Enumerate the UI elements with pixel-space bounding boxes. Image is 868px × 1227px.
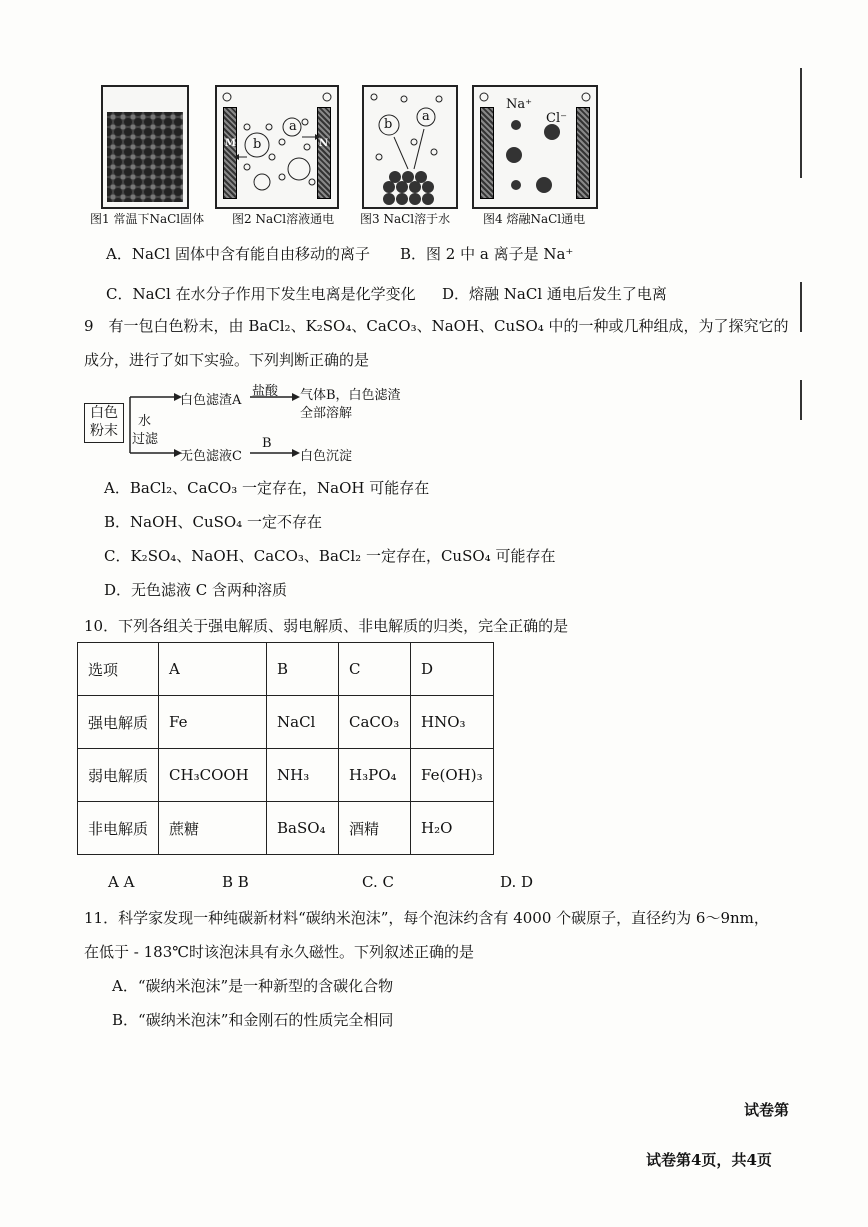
molten-ions-illustration — [474, 87, 596, 207]
ion-label-a: a — [422, 109, 430, 124]
figure-4-molten-electrolysis — [472, 85, 598, 209]
q10-choice-c: C. C — [362, 873, 394, 891]
table-cell: Fe — [159, 696, 267, 749]
figure-2-electrolysis-solution — [215, 85, 339, 209]
cl-ion-label: Cl⁻ — [546, 111, 567, 126]
figure-1-caption: 图1 常温下NaCl固体 — [90, 212, 205, 226]
electrode-m: M — [223, 107, 237, 199]
q10-choice-b: B B — [222, 873, 249, 891]
ion-label-b: b — [253, 137, 262, 152]
q9-option-c: C．K₂SO₄、NaOH、CaCO₃、BaCl₂ 一定存在，CuSO₄ 可能存在 — [104, 547, 556, 565]
flow-start-box: 白色 粉末 — [84, 403, 124, 443]
na-ion-label: Na⁺ — [506, 97, 532, 112]
q8-option-b: B．图 2 中 a 离子是 Na⁺ — [400, 245, 574, 263]
table-row — [78, 749, 494, 802]
dissolving-illustration — [364, 87, 456, 207]
table-header-cell: D — [411, 643, 494, 696]
figure-3-dissolving — [362, 85, 458, 209]
q11-stem-line2: 在低于 - 183℃时该泡沫具有永久磁性。下列叙述正确的是 — [84, 943, 475, 961]
table-cell: BaSO₄ — [267, 802, 339, 855]
footer-note: 试卷第 — [744, 1101, 790, 1119]
q9-option-d: D．无色滤液 C 含两种溶质 — [104, 581, 288, 599]
ion-label-a: a — [289, 119, 297, 134]
figure-3-caption: 图3 NaCl溶于水 — [360, 212, 451, 226]
margin-bar — [800, 282, 802, 332]
q11-stem-line1: 11．科学家发现一种纯碳新材料“碳纳米泡沫”，每个泡沫约含有 4000 个碳原子，直径约为 6～9nm， — [84, 909, 769, 927]
nacl-lattice-illustration — [103, 87, 187, 207]
table-cell: NH₃ — [267, 749, 339, 802]
table-cell: 蔗糖 — [159, 802, 267, 855]
table-cell: CH₃COOH — [159, 749, 267, 802]
ion-label-b: b — [384, 117, 393, 132]
table-cell: H₃PO₄ — [339, 749, 411, 802]
table-cell: 强电解质 — [78, 696, 159, 749]
q9-stem-line1: 9 有一包白色粉末，由 BaCl₂、K₂SO₄、CaCO₃、NaOH、CuSO₄ 中的一种或几种组成，为了探究它的 — [84, 317, 789, 335]
table-cell: 非电解质 — [78, 802, 159, 855]
q8-option-c: C．NaCl 在水分子作用下发生电离是化学变化 — [106, 285, 416, 303]
electrolyte-table — [77, 642, 494, 855]
table-header-row — [78, 643, 494, 696]
q9-option-b: B．NaOH、CuSO₄ 一定不存在 — [104, 513, 322, 531]
flow-acid-label: 盐酸 — [252, 384, 279, 399]
flow-filtrate-c: 无色滤液C — [180, 449, 242, 464]
table-cell: CaCO₃ — [339, 696, 411, 749]
table-row — [78, 696, 494, 749]
margin-bar — [800, 68, 802, 178]
electrode-n: N — [317, 107, 331, 199]
q8-option-a: A．NaCl 固体中含有能自由移动的离子 — [106, 245, 370, 263]
q8-option-d: D．熔融 NaCl 通电后发生了电离 — [442, 285, 667, 303]
table-row — [78, 802, 494, 855]
q11-option-b: B．“碳纳米泡沫”和金刚石的性质完全相同 — [112, 1011, 394, 1029]
table-header-cell: C — [339, 643, 411, 696]
figure-4-caption: 图4 熔融NaCl通电 — [483, 212, 586, 226]
table-header-cell: B — [267, 643, 339, 696]
table-cell: H₂O — [411, 802, 494, 855]
flow-residue-a: 白色滤渣A — [180, 393, 242, 408]
table-header-cell: 选项 — [78, 643, 159, 696]
q10-stem: 10．下列各组关于强电解质、弱电解质、非电解质的归类，完全正确的是 — [84, 617, 569, 635]
q10-choice-a: A A — [108, 873, 135, 891]
table-header-cell: A — [159, 643, 267, 696]
figure-2-caption: 图2 NaCl溶液通电 — [232, 212, 335, 226]
flow-water-label: 水 — [138, 414, 152, 429]
q9-stem-line2: 成分，进行了如下实验。下列判断正确的是 — [84, 351, 370, 369]
hydrated-ions-illustration — [217, 87, 337, 207]
table-cell: Fe(OH)₃ — [411, 749, 494, 802]
flow-result-a1: 气体B，白色滤渣 — [300, 388, 401, 403]
figure-1-solid-nacl — [101, 85, 189, 209]
flow-result-c: 白色沉淀 — [300, 449, 353, 464]
page-number: 试卷第4页，共4页 — [646, 1151, 772, 1169]
flow-result-a2: 全部溶解 — [300, 406, 353, 421]
table-cell: 弱电解质 — [78, 749, 159, 802]
q9-option-a: A．BaCl₂、CaCO₃ 一定存在，NaOH 可能存在 — [104, 479, 430, 497]
flow-filter-label: 过滤 — [132, 432, 159, 447]
flow-reagent-b: B — [262, 436, 272, 451]
q11-option-a: A．“碳纳米泡沫”是一种新型的含碳化合物 — [112, 977, 394, 995]
table-cell: HNO₃ — [411, 696, 494, 749]
margin-bar — [800, 380, 802, 420]
table-cell: NaCl — [267, 696, 339, 749]
q10-choice-d: D. D — [500, 873, 534, 891]
table-cell: 酒精 — [339, 802, 411, 855]
